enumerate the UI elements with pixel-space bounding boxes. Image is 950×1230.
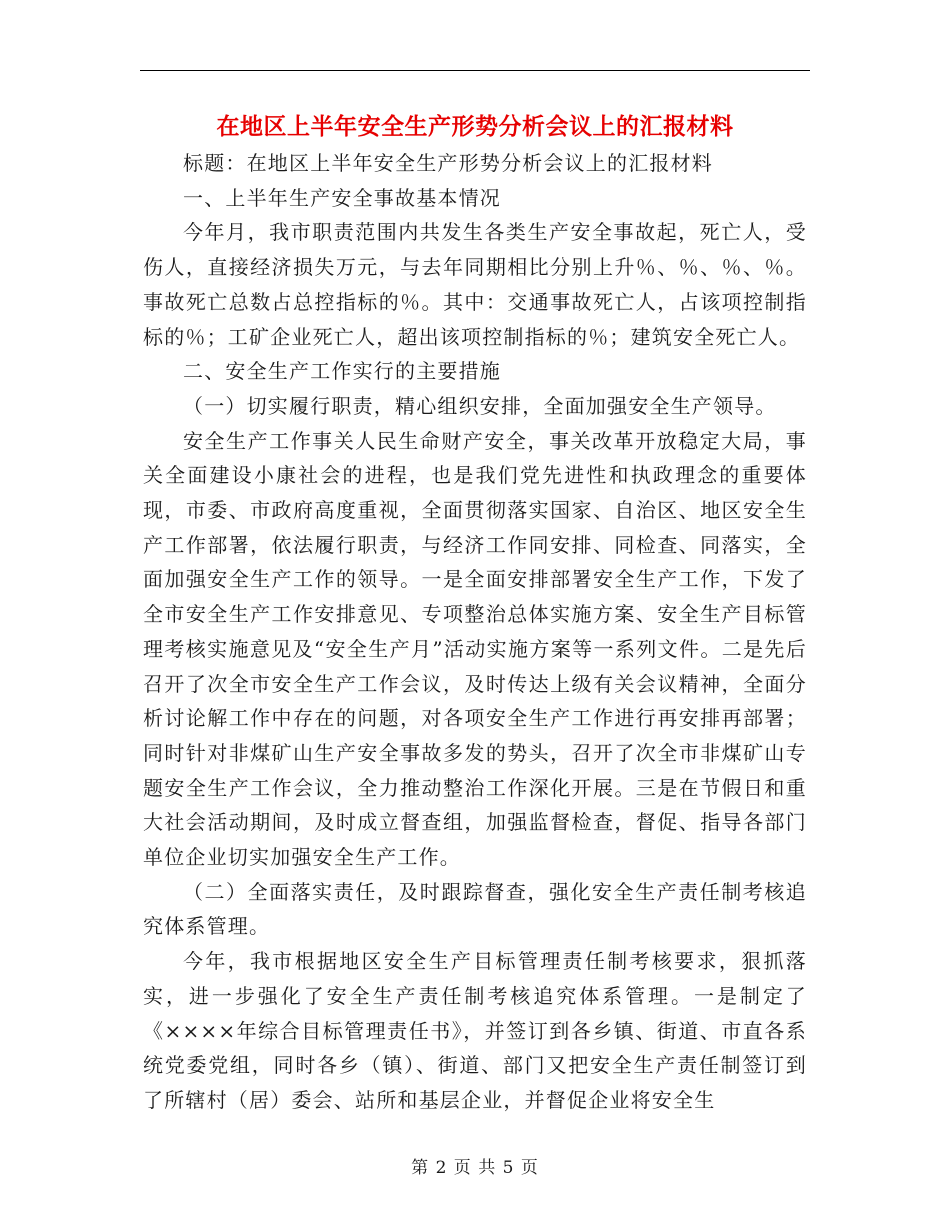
paragraph-subject: 标题：在地区上半年安全生产形势分析会议上的汇报材料 bbox=[183, 151, 713, 175]
section-heading-2: 二、安全生产工作实行的主要措施 bbox=[183, 359, 501, 384]
subsection-heading-1: （一）切实履行职责，精心组织安排，全面加强安全生产领导。 bbox=[183, 393, 777, 418]
paragraph-responsibility: 今年，我市根据地区安全生产目标管理责任制考核要求，狠抓落实，进一步强化了安全生产责任制考核追究体系管理。一是制定了《××××年综合目标管理责任书》，并签订到各乡镇、街道、市直各系统党委党组，同时各乡（镇）、街道、部门又把安全生产责任制签订到了所辖村（居）委会、站所和基层企业，并督促企业将安全生 bbox=[143, 949, 807, 1112]
document-body bbox=[143, 146, 807, 1118]
document-title: 在地区上半年安全生产形势分析会议上的汇报材料 bbox=[216, 113, 734, 140]
section-heading-1: 一、上半年生产安全事故基本情况 bbox=[183, 185, 501, 210]
header-rule bbox=[140, 70, 810, 71]
paragraph-accident-stats: 今年月，我市职责范围内共发生各类生产安全事故起，死亡人，受伤人，直接经济损失万元，与去年同期相比分别上升％、％、％、％。事故死亡总数占总控指标的％。其中：交通事故死亡人，占该项控制指标的％；工矿企业死亡人，超出该项控制指标的％；建筑安全死亡人。 bbox=[143, 220, 807, 349]
paragraph-leadership: 安全生产工作事关人民生命财产安全，事关改革开放稳定大局，事关全面建设小康社会的进程，也是我们党先进性和执政理念的重要体现，市委、市政府高度重视，全面贯彻落实国家、自治区、地区安全生产工作部署，依法履行职责，与经济工作同安排、同检查、同落实，全面加强安全生产工作的领导。一是全面安排部署安全生产工作，下发了全市安全生产工作安排意见、专项整治总体实施方案、安全生产目标管理考核实施意见及“安全生产月”活动实施方案等一系列文件。二是先后召开了次全市安全生产工作会议，及时传达上级有关会议精神，全面分析讨论解工作中存在的问题，对各项安全生产工作进行再安排再部署；同时针对非煤矿山生产安全事故多发的势头，召开了次全市非煤矿山专题安全生产工作会议，全力推动整治工作深化开展。三是在节假日和重大社会活动期间，及时成立督查组，加强监督检查，督促、指导各部门单位企业切实加强安全生产工作。 bbox=[143, 428, 807, 870]
subsection-heading-2: （二）全面落实责任，及时跟踪督查，强化安全生产责任制考核追究体系管理。 bbox=[143, 879, 807, 939]
page-number: 第 2 页 共 5 页 bbox=[411, 1158, 539, 1178]
